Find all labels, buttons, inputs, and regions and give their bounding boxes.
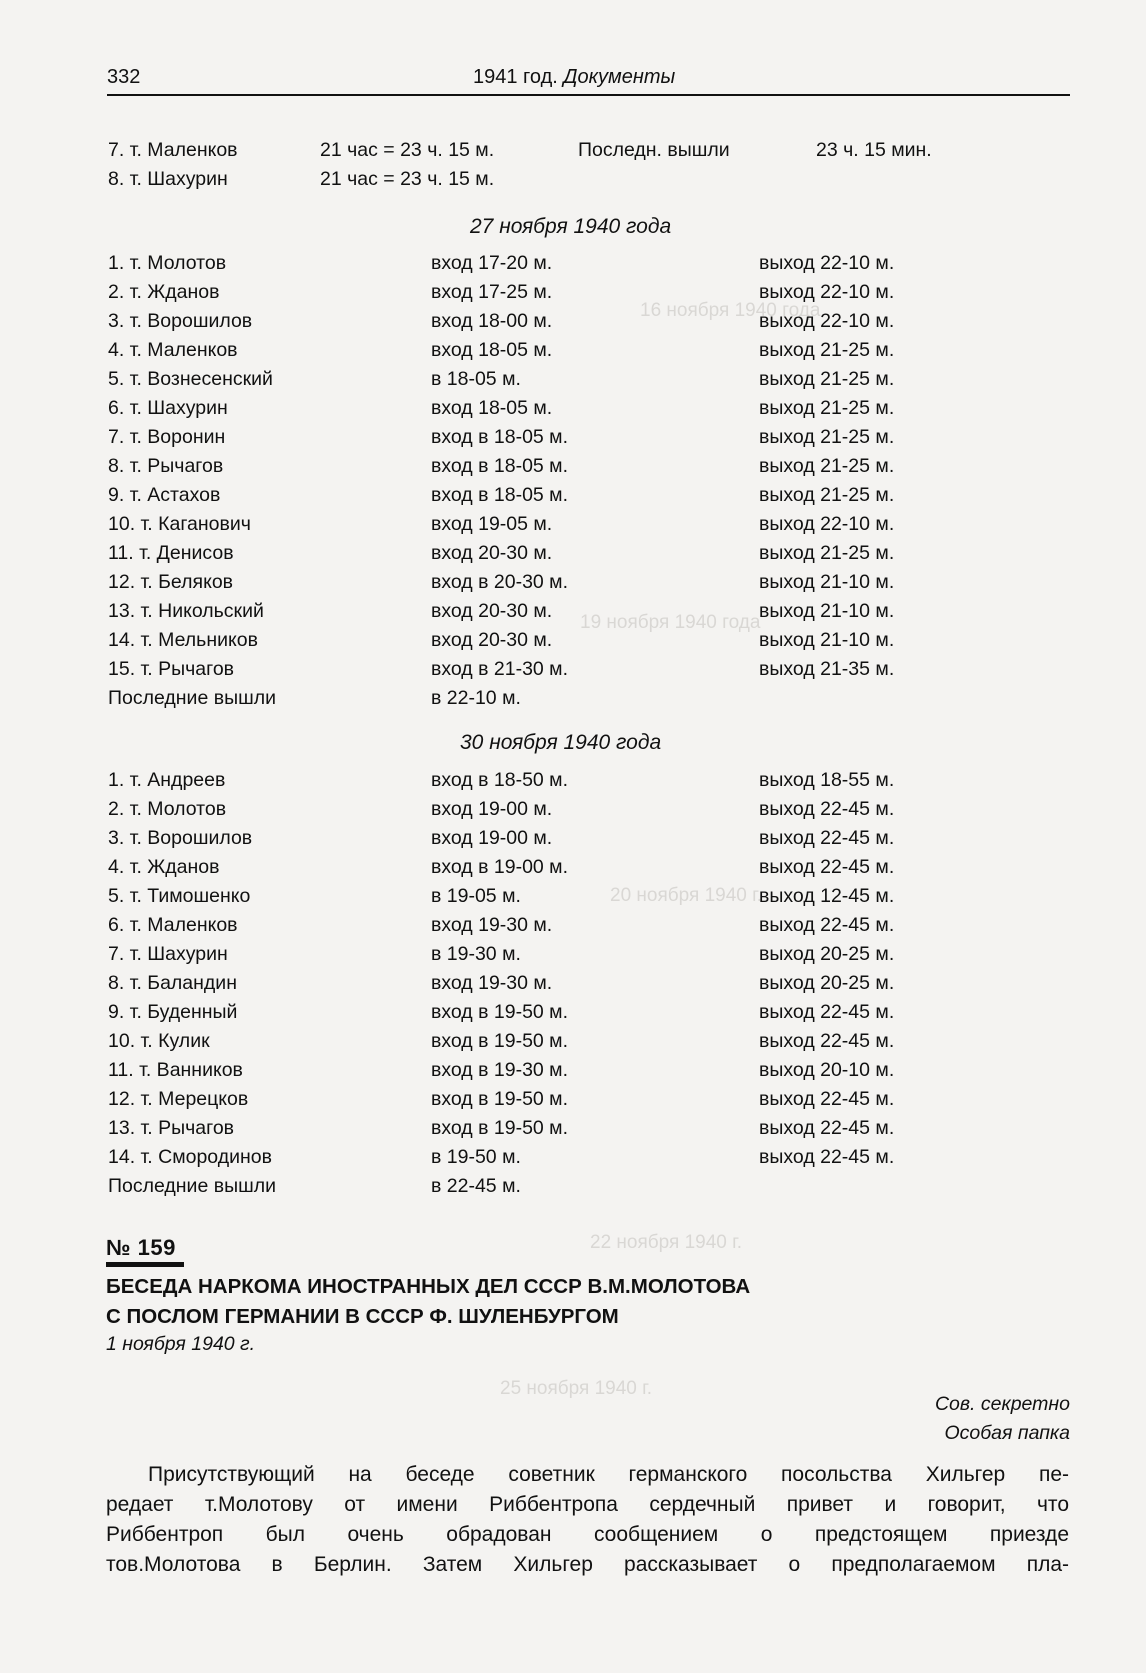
- entry-time: вход в 19-50 м.: [431, 1088, 568, 1110]
- entry-time: вход 19-05 м.: [431, 513, 553, 535]
- page-number: 332: [107, 66, 141, 88]
- person-name: Последние вышли: [108, 1175, 276, 1197]
- entry-time: вход в 21-30 м.: [431, 658, 568, 680]
- document-number-rule: [106, 1262, 184, 1267]
- exit-time: выход 21-35 м.: [759, 658, 895, 680]
- exit-time: выход 22-45 м.: [759, 1146, 895, 1168]
- person-name: 4. т. Жданов: [108, 856, 220, 878]
- person-name: 7. т. Воронин: [108, 426, 226, 448]
- exit-time: выход 21-10 м.: [759, 600, 895, 622]
- table-row: [0, 1143, 1146, 1172]
- exit-time: выход 22-10 м.: [759, 252, 895, 274]
- exit-time: выход 18-55 м.: [759, 769, 895, 791]
- entry-time: вход в 18-50 м.: [431, 769, 568, 791]
- person-name: 15. т. Рычагов: [108, 658, 235, 680]
- person-name: Последние вышли: [108, 687, 276, 709]
- person-name: 5. т. Тимошенко: [108, 885, 251, 907]
- exit-time: выход 21-25 м.: [759, 426, 895, 448]
- person-name: 5. т. Вознесенский: [108, 368, 273, 390]
- table-row: [0, 336, 1146, 365]
- table-row: [0, 568, 1146, 597]
- exit-time: выход 21-25 м.: [759, 397, 895, 419]
- table-row: [0, 882, 1146, 911]
- entry-time: вход в 19-30 м.: [431, 1059, 568, 1081]
- table-row: [0, 539, 1146, 568]
- table-row: [0, 1114, 1146, 1143]
- exit-time: выход 22-10 м.: [759, 513, 895, 535]
- person-name: 7. т. Шахурин: [108, 943, 228, 965]
- table-row: [0, 510, 1146, 539]
- entry-time: вход в 19-00 м.: [431, 856, 568, 878]
- time-value: 21 час = 23 ч. 15 м.: [320, 139, 495, 161]
- entry-time: вход 17-20 м.: [431, 252, 553, 274]
- entry-time: вход в 19-50 м.: [431, 1030, 568, 1052]
- person-name: 12. т. Беляков: [108, 571, 234, 593]
- entry-time: вход 19-00 м.: [431, 798, 553, 820]
- person-name: 13. т. Никольский: [108, 600, 264, 622]
- entry-time: в 22-10 м.: [431, 687, 521, 709]
- person-name: 6. т. Маленков: [108, 914, 238, 936]
- table-row-last-left: [0, 684, 1146, 713]
- last-left-time: 23 ч. 15 мин.: [816, 139, 932, 161]
- person-name: 14. т. Мельников: [108, 629, 258, 651]
- entry-time: вход в 19-50 м.: [431, 1001, 568, 1023]
- table-row: [0, 824, 1146, 853]
- entry-time: вход 18-05 м.: [431, 339, 553, 361]
- table-row-last-left: [0, 1172, 1146, 1201]
- table-row: [0, 1027, 1146, 1056]
- section-date: 27 ноября 1940 года: [470, 215, 672, 238]
- person-name: 11. т. Денисов: [108, 542, 234, 564]
- table-row: [0, 766, 1146, 795]
- page-header: [107, 64, 1070, 96]
- entry-time: вход 18-00 м.: [431, 310, 553, 332]
- exit-time: выход 22-45 м.: [759, 798, 895, 820]
- entry-time: вход 19-00 м.: [431, 827, 553, 849]
- running-title: [473, 66, 675, 89]
- person-name: 7. т. Маленков: [108, 139, 238, 161]
- classification-stamp: [935, 1390, 1070, 1448]
- table-row: [0, 940, 1146, 969]
- exit-time: выход 22-10 м.: [759, 281, 895, 303]
- exit-time: выход 12-45 м.: [759, 885, 895, 907]
- table-row: [0, 1085, 1146, 1114]
- entry-time: вход 20-30 м.: [431, 629, 553, 651]
- person-name: 10. т. Каганович: [108, 513, 251, 535]
- exit-time: выход 22-45 м.: [759, 1117, 895, 1139]
- person-name: 2. т. Жданов: [108, 281, 220, 303]
- table-row: [0, 998, 1146, 1027]
- person-name: 12. т. Мерецков: [108, 1088, 249, 1110]
- table-row: [0, 655, 1146, 684]
- exit-time: выход 21-25 м.: [759, 368, 895, 390]
- person-name: 2. т. Молотов: [108, 798, 227, 820]
- exit-time: выход 22-45 м.: [759, 1030, 895, 1052]
- table-row: [0, 249, 1146, 278]
- person-name: 11. т. Ванников: [108, 1059, 243, 1081]
- exit-time: выход 22-45 м.: [759, 1001, 895, 1023]
- body-line: Присутствующий на беседе советник германского посольства Хильгер пе-: [148, 1463, 1069, 1486]
- table-row: [0, 853, 1146, 882]
- person-name: 3. т. Ворошилов: [108, 310, 253, 332]
- exit-time: выход 21-25 м.: [759, 455, 895, 477]
- person-name: 3. т. Ворошилов: [108, 827, 253, 849]
- person-name: 6. т. Шахурин: [108, 397, 228, 419]
- entry-time: вход в 18-05 м.: [431, 484, 568, 506]
- running-title-year: 1941 год.: [473, 66, 564, 88]
- table-row: [0, 795, 1146, 824]
- exit-time: выход 20-10 м.: [759, 1059, 895, 1081]
- table-row: [0, 423, 1146, 452]
- exit-time: выход 22-45 м.: [759, 914, 895, 936]
- exit-time: выход 21-25 м.: [759, 339, 895, 361]
- running-title-section: Документы: [563, 66, 676, 88]
- table-row: [0, 452, 1146, 481]
- person-name: 10. т. Кулик: [108, 1030, 210, 1052]
- body-line: редает т.Молотову от имени Риббентропа сердечный привет и говорит, что: [106, 1493, 1069, 1516]
- entry-time: в 19-30 м.: [431, 943, 521, 965]
- document-date: 1 ноября 1940 г.: [106, 1333, 256, 1355]
- body-line: Риббентроп был очень обрадован сообщением о предстоящем приезде: [106, 1523, 1069, 1546]
- entry-time: в 22-45 м.: [431, 1175, 521, 1197]
- document-body: [106, 1460, 1069, 1580]
- exit-time: выход 22-45 м.: [759, 856, 895, 878]
- document-title-line: БЕСЕДА НАРКОМА ИНОСТРАННЫХ ДЕЛ СССР В.М.МОЛОТОВА: [106, 1275, 751, 1298]
- entry-time: в 18-05 м.: [431, 368, 521, 390]
- table-row: [0, 307, 1146, 336]
- entry-time: вход 20-30 м.: [431, 542, 553, 564]
- table-row: [0, 481, 1146, 510]
- person-name: 9. т. Астахов: [108, 484, 221, 506]
- entry-time: вход 19-30 м.: [431, 972, 553, 994]
- person-name: 1. т. Молотов: [108, 252, 227, 274]
- table-row: [0, 278, 1146, 307]
- time-value: 21 час = 23 ч. 15 м.: [320, 168, 495, 190]
- person-name: 14. т. Смородинов: [108, 1146, 272, 1168]
- entry-time: вход в 19-50 м.: [431, 1117, 568, 1139]
- entry-time: вход 17-25 м.: [431, 281, 553, 303]
- document-title-line: С ПОСЛОМ ГЕРМАНИИ В СССР Ф. ШУЛЕНБУРГОМ: [106, 1305, 619, 1328]
- person-name: 1. т. Андреев: [108, 769, 226, 791]
- person-name: 9. т. Буденный: [108, 1001, 238, 1023]
- table-row: [0, 136, 1146, 165]
- entry-time: вход 18-05 м.: [431, 397, 553, 419]
- exit-time: выход 20-25 м.: [759, 943, 895, 965]
- table-row: [0, 969, 1146, 998]
- exit-time: выход 22-45 м.: [759, 1088, 895, 1110]
- exit-time: выход 21-10 м.: [759, 629, 895, 651]
- document-page: 16 ноября 1940 года 19 ноября 1940 года 20 ноября 1940 г. 22 ноября 1940 г. 25 ноября 1940 г. 332 1941 год. Документы 7. т. Маленков 21 час = 23 ч. 15 м. Последн. вышли 23 ч. 15 мин. 8. т. Шахурин 21 час = 23 ч. 15 м. 27 ноября 1940 года 1. т. Молотов вход 17-20 м. выход 22-10 м. 2. т. Жданов вход 17-25 м. выход 22-10 м. 3. т. Ворошилов вход 18-00 м. выход 22-10 м. 4. т. Маленков вход 18-05 м. выход 21-25 м. 5. т. Вознесенский в 18-05 м. выход 21-25 м. 6. т. Шахурин вход 18-05 м. выход 21-25 м. 7. т. Воронин вход в 18-05 м. выход 21-25 м. 8. т. Рычагов вход в 18-05 м. выход 21-25 м. 9. т. Астахов вход в 18-05 м. выход 21-25 м. 10. т. Каганович вход 19-05 м. выход 22-10 м. 11. т. Денисов вход 20-30 м. выход 21-25 м. 12. т. Беляков вход в 20-30 м. выход 21-10 м. 13. т. Никольский вход 20-30 м. выход 21-10 м. 14. т. Мельников вход 20-30 м. выход 21-10 м. 15. т. Рычагов вход в 21-30 м. выход 21-35 м. Последние вышли в 22-10 м. 30 ноября 1940 года 1. т. Андреев вход в 18-50 м. выход 18-55 м. 2. т. Молотов вход 19-00 м. выход 22-45 м. 3. т. Ворошилов вход 19-00 м. выход 22-45 м. 4. т. Жданов вход в 19-00 м. выход 22-45 м. 5. т. Тимошенко в 19-05 м. выход 12-45 м. 6. т. Маленков вход 19-30 м. выход 22-45 м. 7. т. Шахурин в 19-30 м. выход 20-25 м. 8. т. Баландин вход 19-30 м. выход 20-25 м. 9. т. Буденный вход в 19-50 м. выход 22-45 м. 10. т. Кулик вход в 19-50 м. выход 22-45 м. 11. т. Ванников вход в 19-30 м. выход 20-10 м. 12. т. Мерецков вход в 19-50 м. выход 22-45 м. 13. т. Рычагов вход в 19-50 м. выход 22-45 м. 14. т. Смородинов в 19-50 м. выход 22-45 м. Последние вышли в 22-45 м. № 159 БЕСЕДА НАРКОМА ИНОСТРАННЫХ ДЕЛ СССР В.М.МОЛОТОВА С ПОСЛОМ ГЕРМАНИИ В СССР Ф. ШУЛЕНБУРГОМ 1 ноября 1940 г. Сов. секретно Особая папка Присутствующий на беседе советник германского посольства Хильгер пе- редает т.Молотову от имени Риббентропа сердечный привет и говорит, что Риббентроп был очень обрадован сообщением о предстоящем приезде тов.Молотова в Берлин. Затем Хильгер рассказывает о предполагаемом пла-: [0, 0, 1146, 1673]
- document-title: [106, 1272, 1066, 1332]
- section-date: 30 ноября 1940 года: [460, 731, 662, 754]
- entry-time: вход в 18-05 м.: [431, 455, 568, 477]
- person-name: 8. т. Баландин: [108, 972, 237, 994]
- exit-time: выход 22-10 м.: [759, 310, 895, 332]
- exit-time: выход 21-10 м.: [759, 571, 895, 593]
- classification-secret: Сов. секретно: [934, 1393, 1070, 1415]
- exit-time: выход 21-25 м.: [759, 484, 895, 506]
- entry-time: в 19-50 м.: [431, 1146, 521, 1168]
- entry-time: вход в 20-30 м.: [431, 571, 568, 593]
- table-row: [0, 165, 1146, 194]
- exit-time: выход 21-25 м.: [759, 542, 895, 564]
- entry-time: вход 19-30 м.: [431, 914, 553, 936]
- last-left-label: Последн. вышли: [578, 139, 730, 161]
- person-name: 8. т. Рычагов: [108, 455, 224, 477]
- table-row: [0, 1056, 1146, 1085]
- table-row: [0, 597, 1146, 626]
- body-line: тов.Молотова в Берлин. Затем Хильгер рассказывает о предполагаемом пла-: [106, 1553, 1069, 1576]
- entry-time: вход в 18-05 м.: [431, 426, 568, 448]
- entry-time: вход 20-30 м.: [431, 600, 553, 622]
- person-name: 8. т. Шахурин: [108, 168, 228, 190]
- person-name: 4. т. Маленков: [108, 339, 238, 361]
- table-row: [0, 911, 1146, 940]
- person-name: 13. т. Рычагов: [108, 1117, 235, 1139]
- entry-time: в 19-05 м.: [431, 885, 521, 907]
- exit-time: выход 20-25 м.: [759, 972, 895, 994]
- table-row: [0, 365, 1146, 394]
- table-row: [0, 626, 1146, 655]
- document-number: № 159: [106, 1235, 176, 1260]
- table-row: [0, 394, 1146, 423]
- classification-folder: Особая папка: [944, 1422, 1070, 1444]
- exit-time: выход 22-45 м.: [759, 827, 895, 849]
